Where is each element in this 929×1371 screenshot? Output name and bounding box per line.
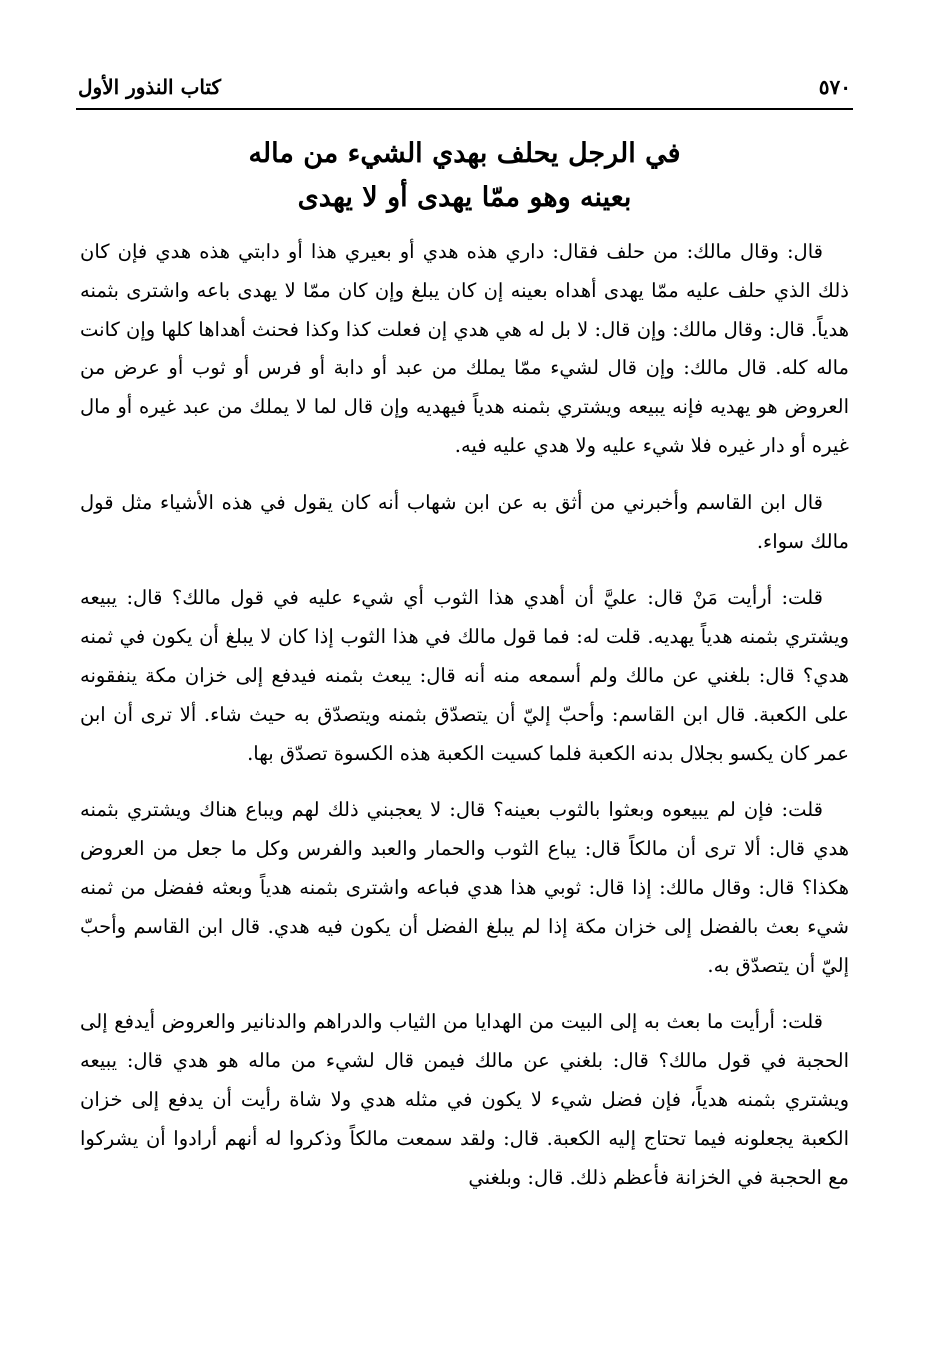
header-divider bbox=[76, 108, 853, 110]
paragraph: قال: وقال مالك: من حلف فقال: داري هذه هدي أو بعيري هذا أو دابتي هذه هدي فإن كان ذلك الذي حلف عليه ممّا يهدى أهداه بعينه إن كان يبلغ وإن كان ممّا لا يهدى باعه واشترى بثمنه هدياً. قال: وقال مالك: وإن قال: لا بل له هي هدي إن فعلت كذا وكذا فحنث أهداها كلها وإن كانت ماله كله. قال مالك: وإن قال لشيء ممّا يملك من عبد أو دابة أو فرس أو ثوب أو عرض من العروض هو يهديه فإنه يبيعه ويشتري بثمنه هدياً فيهديه وإن قال لما لا يملك من عبد غيره أو مال غيره أو دار غيره فلا شيء عليه ولا هدي عليه فيه. bbox=[80, 240, 849, 457]
paragraph: قلت: فإن لم يبيعوه وبعثوا بالثوب بعينه؟ قال: لا يعجبني ذلك لهم ويباع هناك ويشتري بثمنه هدي قال: ألا ترى أن مالكاً قال: يباع الثوب والحمار والعبد والفرس وكل ما جعل من العروض هكذا؟ قال: وقال مالك: إذا قال: ثوبي هذا هدي فباعه واشترى بثمنه هدياً وبعثه ففضل من ثمنه شيء بعث بالفضل إلى خزان مكة إذا لم يبلغ الفضل أن يكون فيه هدي. قال ابن القاسم وأحبّ إليّ أن يتصدّق به. bbox=[80, 798, 849, 977]
book-section-title: كتاب النذور الأول bbox=[78, 75, 222, 99]
chapter-title-line-2: بعينه وهو ممّا يهدى أو لا يهدى bbox=[297, 182, 632, 213]
chapter-title-line-1: في الرجل يحلف بهدي الشيء من ماله bbox=[248, 138, 681, 169]
chapter-title bbox=[78, 132, 851, 220]
paragraph: قلت: أرأيت ما بعث به إلى البيت من الهدايا من الثياب والدراهم والدنانير والعروض أيدفع إلى الحجبة في قول مالك؟ قال: بلغني عن مالك فيمن قال لشيء من ماله هو هدي قال: يبيعه ويشتري بثمنه هدياً، فإن فضل شيء لا يكون في مثله هدي ولا شاة رأيت أن يدفع إلى خزان الكعبة يجعلونه فيما تحتاج إليه الكعبة. قال: ولقد سمعت مالكاً وذكروا له أنهم أرادوا أن يشركوا مع الحجبة في الخزانة فأعظم ذلك. قال: وبلغني bbox=[80, 1010, 849, 1189]
running-header bbox=[78, 70, 851, 104]
paragraph: قلت: أرأيت مَنْ قال: عليَّ أن أهدي هذا الثوب أي شيء عليه في قول مالك؟ قال: يبيعه ويشتري بثمنه هدياً يهديه. قلت له: فما قول مالك في هذا الثوب إذا كان لا يبلغ أن يكون في ثمنه هدي؟ قال: بلغني عن مالك ولم أسمعه منه أنه قال: يبعث بثمنه فيدفع إلى خزان مكة ينفقونه على الكعبة. قال ابن القاسم: وأحبّ إليّ أن يتصدّق بثمنه ويتصدّق به حيث شاء. ألا ترى أن ابن عمر كان يكسو بجلال بدنه الكعبة فلما كسيت الكعبة هذه الكسوة تصدّق بها. bbox=[80, 586, 849, 765]
body-text bbox=[80, 233, 849, 1197]
paragraph: قال ابن القاسم وأخبرني من أثق به عن ابن شهاب أنه كان يقول في هذه الأشياء مثل قول مالك سواء. bbox=[80, 490, 849, 553]
page-number: ٥٧٠ bbox=[818, 75, 851, 99]
